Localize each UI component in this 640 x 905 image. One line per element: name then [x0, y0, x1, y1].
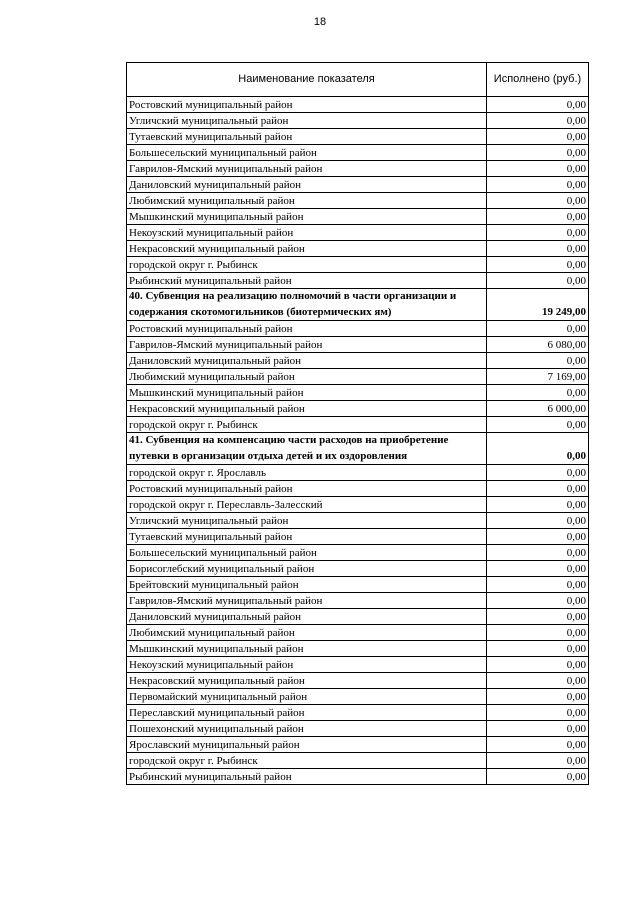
table-row	[127, 385, 589, 401]
row-name: Мышкинский муниципальный район	[127, 641, 487, 657]
row-value: 0,00	[487, 497, 589, 513]
table-row	[127, 257, 589, 273]
table-row	[127, 705, 589, 721]
row-value: 0,00	[487, 241, 589, 257]
row-value: 0,00	[487, 209, 589, 225]
row-value: 0,00	[487, 529, 589, 545]
row-name: Первомайский муниципальный район	[127, 689, 487, 705]
table-row	[127, 177, 589, 193]
row-name: Мышкинский муниципальный район	[127, 385, 487, 401]
row-name: Ярославский муниципальный район	[127, 737, 487, 753]
table-row	[127, 769, 589, 785]
row-name: Ростовский муниципальный район	[127, 481, 487, 497]
row-name: Даниловский муниципальный район	[127, 353, 487, 369]
row-name: Даниловский муниципальный район	[127, 177, 487, 193]
row-name: Гаврилов-Ямский муниципальный район	[127, 161, 487, 177]
row-value: 0,00	[487, 737, 589, 753]
row-name: городской округ г. Рыбинск	[127, 417, 487, 433]
table-row	[127, 657, 589, 673]
row-name: Некрасовский муниципальный район	[127, 241, 487, 257]
table-row	[127, 673, 589, 689]
section-row	[127, 433, 589, 465]
row-name: Переславский муниципальный район	[127, 705, 487, 721]
row-name: Угличский муниципальный район	[127, 513, 487, 529]
table-row	[127, 577, 589, 593]
table-row	[127, 129, 589, 145]
row-value: 0,00	[487, 177, 589, 193]
section-title: 41. Субвенция на компенсацию части расходов на приобретение путевки в организации отдыха детей и их оздоровления	[127, 433, 487, 465]
row-name: Ростовский муниципальный район	[127, 321, 487, 337]
table-row	[127, 625, 589, 641]
row-value: 0,00	[487, 769, 589, 785]
row-value: 0,00	[487, 481, 589, 497]
row-name: городской округ г. Ярославль	[127, 465, 487, 481]
row-name: Большесельский муниципальный район	[127, 545, 487, 561]
row-value: 0,00	[487, 353, 589, 369]
row-value: 0,00	[487, 385, 589, 401]
row-value: 7 169,00	[487, 369, 589, 385]
row-value: 0,00	[487, 257, 589, 273]
table-row	[127, 481, 589, 497]
row-name: Некрасовский муниципальный район	[127, 673, 487, 689]
row-name: Любимский муниципальный район	[127, 625, 487, 641]
row-name: Любимский муниципальный район	[127, 193, 487, 209]
table-row	[127, 209, 589, 225]
table-row	[127, 193, 589, 209]
row-name: Угличский муниципальный район	[127, 113, 487, 129]
row-name: Некрасовский муниципальный район	[127, 401, 487, 417]
row-value: 0,00	[487, 657, 589, 673]
table-row	[127, 609, 589, 625]
report-table	[126, 62, 589, 785]
table-row	[127, 529, 589, 545]
row-name: Борисоглебский муниципальный район	[127, 561, 487, 577]
row-value: 0,00	[487, 721, 589, 737]
row-name: Брейтовский муниципальный район	[127, 577, 487, 593]
table-row	[127, 273, 589, 289]
table-body	[127, 97, 589, 785]
row-value: 0,00	[487, 705, 589, 721]
row-name: городской округ г. Рыбинск	[127, 257, 487, 273]
table-row	[127, 753, 589, 769]
table-row	[127, 513, 589, 529]
row-name: Ростовский муниципальный район	[127, 97, 487, 113]
row-value: 0,00	[487, 673, 589, 689]
row-value: 0,00	[487, 113, 589, 129]
row-name: Тутаевский муниципальный район	[127, 129, 487, 145]
row-name: Любимский муниципальный район	[127, 369, 487, 385]
row-value: 0,00	[487, 465, 589, 481]
row-value: 0,00	[487, 689, 589, 705]
row-value: 0,00	[487, 753, 589, 769]
table-row	[127, 225, 589, 241]
row-name: городской округ г. Рыбинск	[127, 753, 487, 769]
row-value: 0,00	[487, 513, 589, 529]
table-row	[127, 241, 589, 257]
table-row	[127, 113, 589, 129]
table-row	[127, 353, 589, 369]
row-name: Мышкинский муниципальный район	[127, 209, 487, 225]
table-row	[127, 401, 589, 417]
section-row	[127, 289, 589, 321]
row-value: 0,00	[487, 545, 589, 561]
table-header	[127, 63, 589, 97]
table-row	[127, 161, 589, 177]
row-value: 6 000,00	[487, 401, 589, 417]
row-value: 0,00	[487, 97, 589, 113]
row-value: 0,00	[487, 609, 589, 625]
header-name-column: Наименование показателя	[127, 63, 487, 97]
row-value: 0,00	[487, 161, 589, 177]
table-row	[127, 465, 589, 481]
table-row	[127, 417, 589, 433]
section-title: 40. Субвенция на реализацию полномочий в части организации и содержания скотомогильников (биотермических ям)	[127, 289, 487, 321]
table-row	[127, 721, 589, 737]
table-row	[127, 737, 589, 753]
row-value: 0,00	[487, 145, 589, 161]
table-row	[127, 561, 589, 577]
row-value: 0,00	[487, 273, 589, 289]
row-value: 0,00	[487, 641, 589, 657]
header-value-column: Исполнено (руб.)	[487, 63, 589, 97]
table-row	[127, 337, 589, 353]
row-name: Большесельский муниципальный район	[127, 145, 487, 161]
row-value: 0,00	[487, 625, 589, 641]
row-name: Тутаевский муниципальный район	[127, 529, 487, 545]
section-total: 0,00	[487, 433, 589, 465]
header-row	[127, 63, 589, 97]
table-row	[127, 497, 589, 513]
table-row	[127, 593, 589, 609]
row-value: 0,00	[487, 129, 589, 145]
row-name: Гаврилов-Ямский муниципальный район	[127, 337, 487, 353]
row-value: 0,00	[487, 593, 589, 609]
table-row	[127, 545, 589, 561]
section-total: 19 249,00	[487, 289, 589, 321]
row-name: Рыбинский муниципальный район	[127, 273, 487, 289]
page-number: 18	[313, 16, 327, 28]
row-name: Некоузский муниципальный район	[127, 225, 487, 241]
row-value: 0,00	[487, 417, 589, 433]
row-name: Пошехонский муниципальный район	[127, 721, 487, 737]
table-row	[127, 321, 589, 337]
row-value: 0,00	[487, 225, 589, 241]
row-name: Рыбинский муниципальный район	[127, 769, 487, 785]
table-row	[127, 145, 589, 161]
table-row	[127, 369, 589, 385]
table-row	[127, 97, 589, 113]
row-name: Даниловский муниципальный район	[127, 609, 487, 625]
row-value: 0,00	[487, 193, 589, 209]
row-value: 0,00	[487, 577, 589, 593]
row-name: Гаврилов-Ямский муниципальный район	[127, 593, 487, 609]
table-row	[127, 641, 589, 657]
row-name: Некоузский муниципальный район	[127, 657, 487, 673]
row-value: 0,00	[487, 321, 589, 337]
row-value: 0,00	[487, 561, 589, 577]
row-value: 6 080,00	[487, 337, 589, 353]
row-name: городской округ г. Переславль-Залесский	[127, 497, 487, 513]
table-row	[127, 689, 589, 705]
